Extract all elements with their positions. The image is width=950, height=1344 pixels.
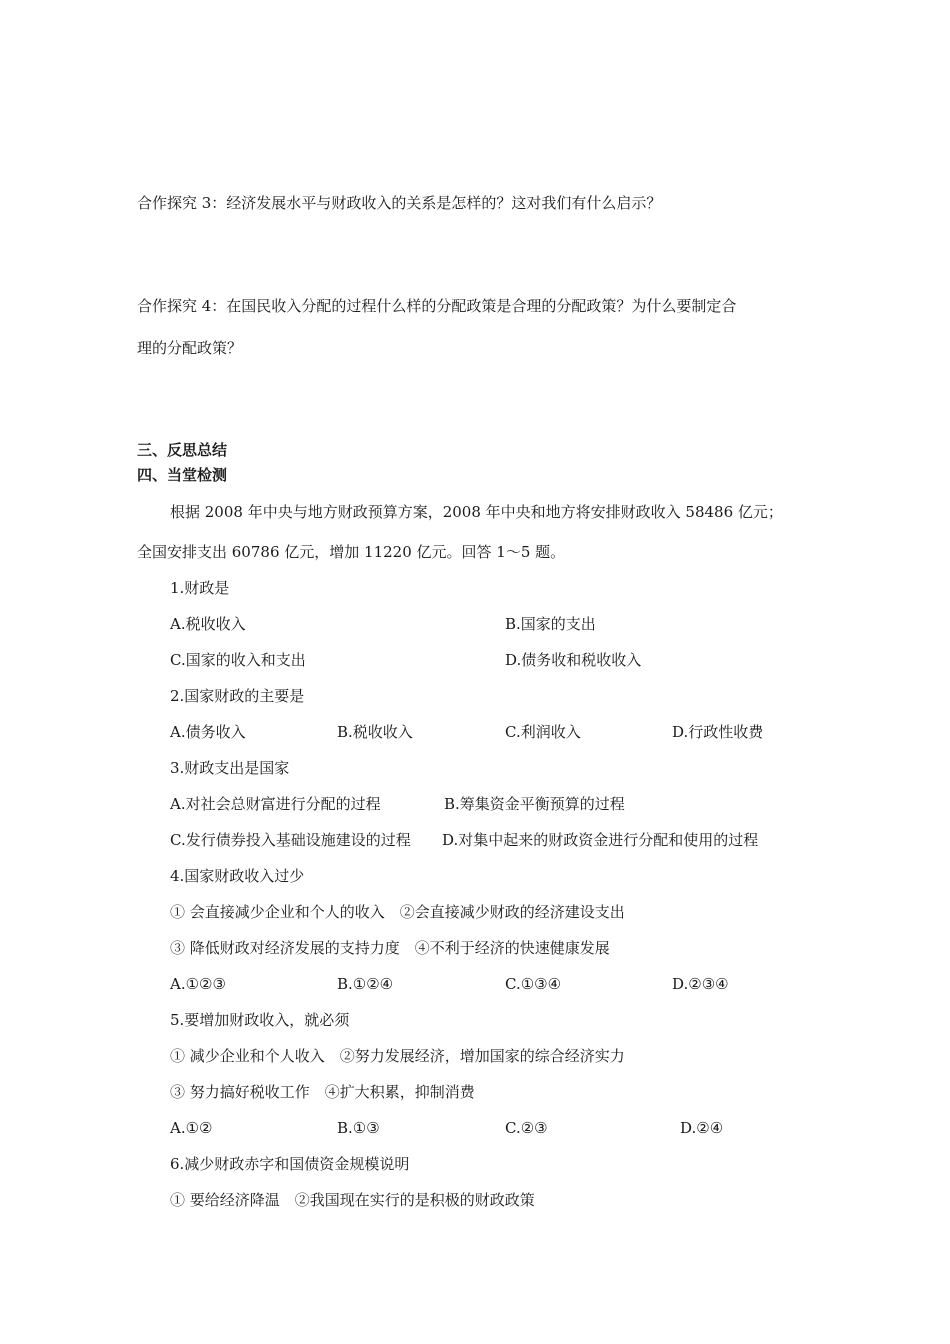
q1-option-d: D.债务收和税收收入: [505, 651, 642, 669]
q5-option-d: D.②④: [680, 1119, 724, 1137]
intro-line-1: 根据 2008 年中央与地方财政预算方案，2008 年中央和地方将安排财政收入 58486 亿元；: [170, 503, 783, 521]
q2-option-d: D.行政性收费: [672, 723, 764, 741]
q5-option-a: A.①②: [170, 1119, 213, 1137]
q6-stem: 6.减少财政赤字和国债资金规模说明: [170, 1155, 410, 1173]
q3-stem: 3.财政支出是国家: [170, 759, 290, 777]
q5-option-c: C.②③: [505, 1119, 548, 1137]
q3-option-c: C.发行债券投入基础设施建设的过程: [170, 831, 411, 849]
q1-option-a: A.税收收入: [170, 615, 246, 633]
q3-option-a: A.对社会总财富进行分配的过程: [170, 795, 381, 813]
q2-stem: 2.国家财政的主要是: [170, 687, 305, 705]
q1-option-b: B.国家的支出: [505, 615, 596, 633]
q1-stem: 1.财政是: [170, 579, 230, 597]
section-reflection-heading: 三、反思总结: [137, 441, 228, 459]
q2-option-a: A.债务收入: [170, 723, 246, 741]
q2-option-b: B.税收收入: [337, 723, 413, 741]
q2-option-c: C.利润收入: [505, 723, 581, 741]
q4-option-c: C.①③④: [505, 975, 562, 993]
q1-option-c: C.国家的收入和支出: [170, 651, 306, 669]
intro-line-2: 全国安排支出 60786 亿元，增加 11220 亿元。回答 1～5 题。: [137, 543, 566, 561]
q4-stem: 4.国家财政收入过少: [170, 867, 305, 885]
explore-3: 合作探究 3：经济发展水平与财政收入的关系是怎样的？这对我们有什么启示？: [137, 194, 662, 212]
q3-option-b: B.筹集资金平衡预算的过程: [444, 795, 625, 813]
q4-statements-2: ③ 降低财政对经济发展的支持力度 ④不利于经济的快速健康发展: [170, 939, 610, 957]
explore-4-line-1: 合作探究 4：在国民收入分配的过程什么样的分配政策是合理的分配政策？为什么要制定合: [137, 297, 737, 315]
q4-statements-1: ① 会直接减少企业和个人的收入 ②会直接减少财政的经济建设支出: [170, 903, 625, 921]
q5-statements-2: ③ 努力搞好税收工作 ④扩大积累，抑制消费: [170, 1083, 475, 1101]
q5-stem: 5.要增加财政收入，就必须: [170, 1011, 350, 1029]
q6-statements-1: ① 要给经济降温 ②我国现在实行的是积极的财政政策: [170, 1191, 535, 1209]
explore-4-line-2: 理的分配政策？: [137, 339, 243, 357]
q4-option-d: D.②③④: [672, 975, 729, 993]
q4-option-b: B.①②④: [337, 975, 394, 993]
section-test-heading: 四、当堂检测: [137, 466, 228, 484]
q3-option-d: D.对集中起来的财政资金进行分配和使用的过程: [442, 831, 759, 849]
q5-option-b: B.①③: [337, 1119, 380, 1137]
q4-option-a: A.①②③: [170, 975, 226, 993]
q5-statements-1: ① 减少企业和个人收入 ②努力发展经济，增加国家的综合经济实力: [170, 1047, 625, 1065]
